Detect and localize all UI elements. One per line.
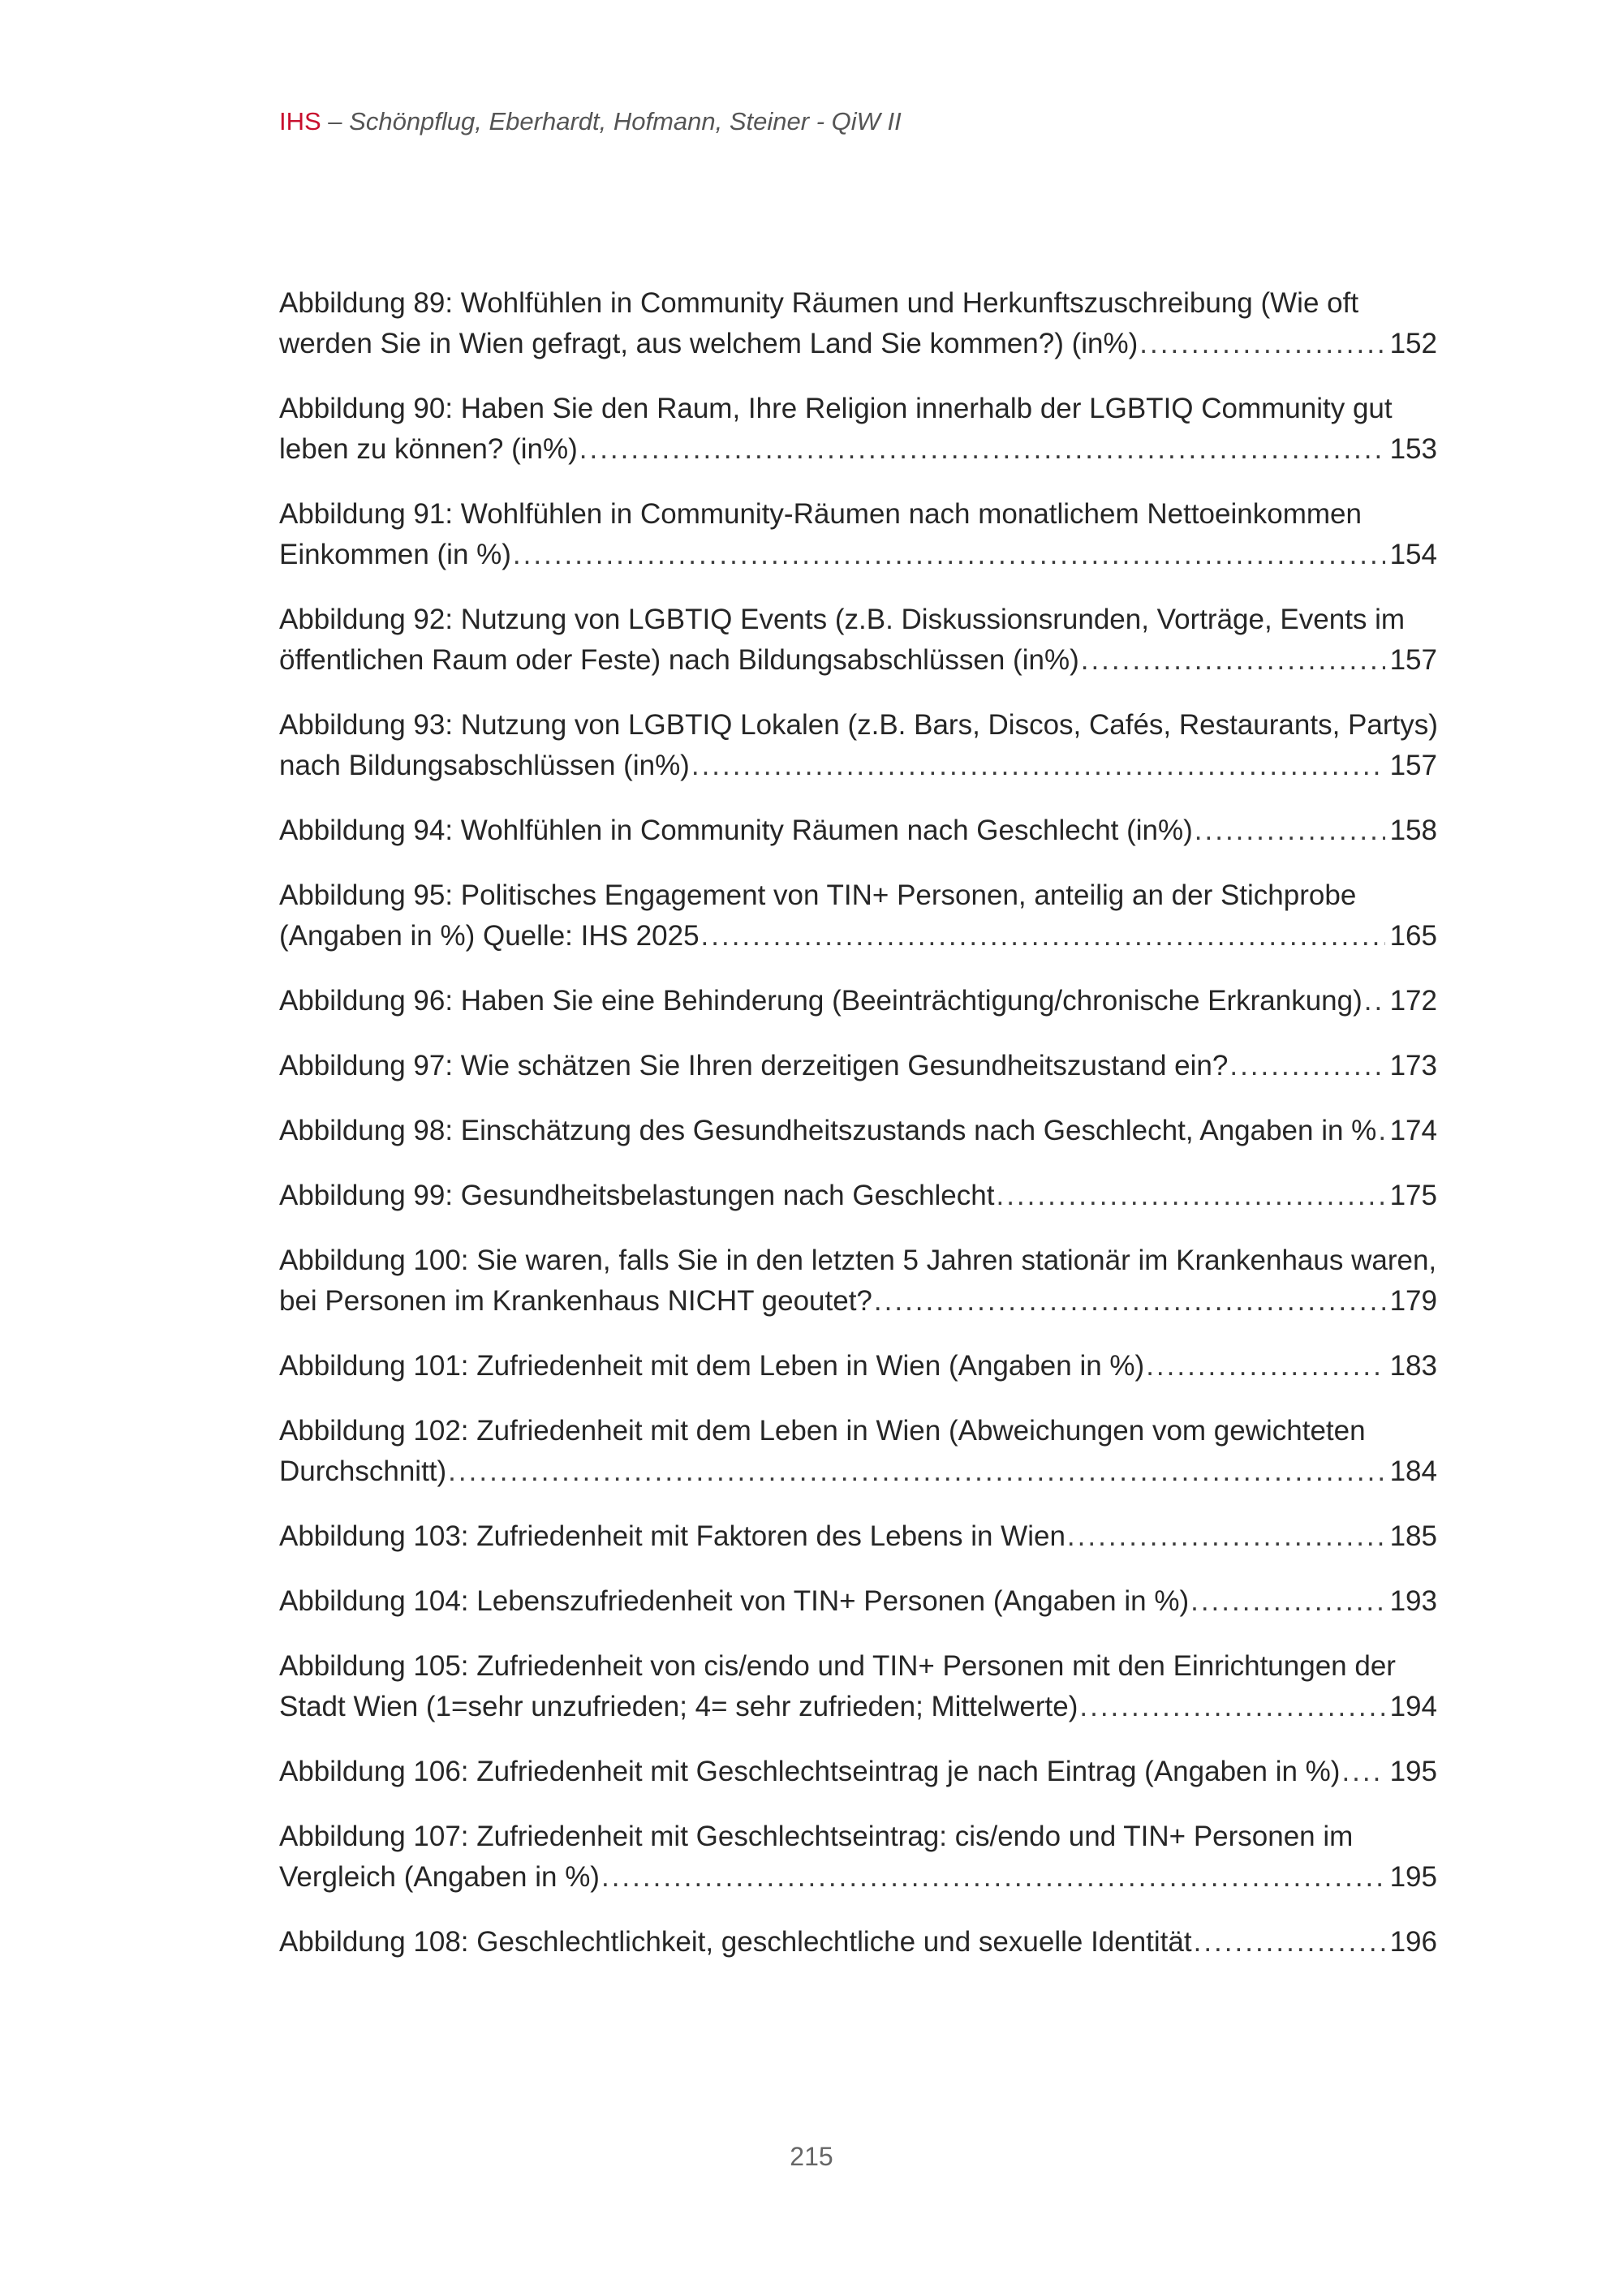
toc-entry[interactable] (279, 389, 1437, 470)
dot-leader (1194, 1922, 1385, 1963)
toc-entry-page-number: 196 (1389, 1926, 1437, 1958)
toc-entry-title: Abbildung 108: Geschlechtlichkeit, geschlechtliche und sexuelle Identität (279, 1926, 1192, 1958)
toc-entry-page-number: 158 (1389, 815, 1437, 846)
toc-entry-leader-line (279, 1046, 1437, 1086)
dot-leader (1229, 1046, 1384, 1086)
toc-entry-leader-line (279, 746, 1437, 786)
toc-entry-leader-line (279, 1281, 1437, 1322)
toc-entry-leader-line (279, 981, 1437, 1021)
toc-entry-leader-line (279, 1857, 1437, 1898)
toc-entry-title: Abbildung 94: Wohlfühlen in Community Räumen nach Geschlecht (in%) (279, 815, 1193, 846)
toc-entry-page-number: 175 (1389, 1180, 1437, 1211)
dot-leader (1364, 981, 1385, 1021)
toc-entry-title: Abbildung 103: Zufriedenheit mit Faktoren des Lebens in Wien (279, 1520, 1065, 1552)
toc-entry[interactable] (279, 1922, 1437, 1963)
toc-entry-leader-line (279, 324, 1437, 364)
toc-entry[interactable] (279, 1581, 1437, 1622)
dot-leader (579, 429, 1385, 470)
dot-leader (1195, 810, 1385, 851)
toc-entry-title: (Angaben in %) Quelle: IHS 2025 (279, 920, 700, 952)
toc-entry[interactable] (279, 1346, 1437, 1387)
header-org: IHS (279, 107, 321, 135)
toc-entry-title-line: Abbildung 95: Politisches Engagement von TIN+ Personen, anteilig an der Stichprobe (279, 879, 1357, 911)
dot-leader (701, 916, 1385, 957)
toc-entry-title: Abbildung 99: Gesundheitsbelastungen nach Geschlecht (279, 1180, 995, 1211)
toc-entry[interactable] (279, 1411, 1437, 1492)
toc-entry-page-number: 194 (1389, 1691, 1437, 1722)
toc-entry-title: bei Personen im Krankenhaus NICHT geoutet? (279, 1285, 872, 1317)
toc-entry-title: leben zu können? (in%) (279, 433, 578, 465)
toc-entry-leader-line (279, 1516, 1437, 1557)
toc-entry-leader-line (279, 1922, 1437, 1963)
toc-entry[interactable] (279, 600, 1437, 681)
toc-entry-title-line: Abbildung 93: Nutzung von LGBTIQ Lokalen (z.B. Bars, Discos, Cafés, Restaurants, Partys) (279, 709, 1438, 741)
header-separator: – (321, 107, 350, 135)
toc-entry-title: Abbildung 101: Zufriedenheit mit dem Leben in Wien (Angaben in %) (279, 1350, 1145, 1382)
toc-entry-leader-line (279, 429, 1437, 470)
header-authors: Schönpflug, Eberhardt, Hofmann, Steiner - QiW II (349, 107, 902, 135)
toc-entry-leader-line (279, 1346, 1437, 1387)
toc-entry-page-number: 195 (1389, 1861, 1437, 1893)
running-header (279, 105, 902, 138)
toc-entry[interactable] (279, 875, 1437, 957)
dot-leader (691, 746, 1385, 786)
toc-entry[interactable] (279, 1240, 1437, 1322)
toc-entry-title: Durchschnitt) (279, 1455, 447, 1487)
toc-entry-title-line: Abbildung 89: Wohlfühlen in Community Räumen und Herkunftszuschreibung (Wie oft (279, 287, 1359, 319)
toc-entry[interactable] (279, 1516, 1437, 1557)
dot-leader (1067, 1516, 1385, 1557)
toc-entry-page-number: 157 (1389, 644, 1437, 676)
toc-entry-leader-line (279, 1687, 1437, 1727)
toc-entry-title-line: Abbildung 92: Nutzung von LGBTIQ Events (z.B. Diskussionsrunden, Vorträge, Events im (279, 604, 1406, 635)
dot-leader (1341, 1752, 1384, 1792)
toc-entry[interactable] (279, 1646, 1437, 1727)
toc-entry-title: öffentlichen Raum oder Feste) nach Bildungsabschlüssen (in%) (279, 644, 1079, 676)
toc-entry-page-number: 165 (1389, 920, 1437, 952)
toc-entry-page-number: 152 (1389, 328, 1437, 359)
toc-entry-title: Abbildung 104: Lebenszufriedenheit von TIN+ Personen (Angaben in %) (279, 1585, 1190, 1617)
toc-entry-title: Vergleich (Angaben in %) (279, 1861, 600, 1893)
dot-leader (1081, 640, 1385, 681)
toc-entry-page-number: 193 (1389, 1585, 1437, 1617)
toc-entry-page-number: 195 (1389, 1756, 1437, 1787)
dot-leader (1139, 324, 1384, 364)
toc-entry-title-line: Abbildung 105: Zufriedenheit von cis/endo und TIN+ Personen mit den Einrichtungen der (279, 1650, 1396, 1682)
toc-entry-title: Abbildung 97: Wie schätzen Sie Ihren derzeitigen Gesundheitszustand ein? (279, 1050, 1229, 1081)
toc-entry-title-line: Abbildung 107: Zufriedenheit mit Geschlechtseintrag: cis/endo und TIN+ Personen im (279, 1821, 1354, 1852)
toc-entry[interactable] (279, 494, 1437, 575)
dot-leader (1378, 1111, 1384, 1151)
toc-entry-title: nach Bildungsabschlüssen (in%) (279, 750, 690, 781)
toc-entry[interactable] (279, 810, 1437, 851)
toc-entry[interactable] (279, 1817, 1437, 1898)
toc-entry-leader-line (279, 1176, 1437, 1216)
dot-leader (1190, 1581, 1385, 1622)
dot-leader (1146, 1346, 1384, 1387)
toc-entry-leader-line (279, 1581, 1437, 1622)
toc-entry-leader-line (279, 1111, 1437, 1151)
toc-entry-leader-line (279, 535, 1437, 575)
dot-leader (1079, 1687, 1384, 1727)
toc-entry-title: Stadt Wien (1=sehr unzufrieden; 4= sehr zufrieden; Mittelwerte) (279, 1691, 1078, 1722)
toc-entry-title: Abbildung 98: Einschätzung des Gesundheitszustands nach Geschlecht, Angaben in % (279, 1115, 1377, 1146)
toc-entry-page-number: 185 (1389, 1520, 1437, 1552)
toc-entry[interactable] (279, 1752, 1437, 1792)
dot-leader (448, 1451, 1384, 1492)
toc-entry-page-number: 179 (1389, 1285, 1437, 1317)
toc-entry-leader-line (279, 1451, 1437, 1492)
toc-entry-leader-line (279, 810, 1437, 851)
toc-entry-page-number: 174 (1389, 1115, 1437, 1146)
dot-leader (874, 1281, 1385, 1322)
toc-entry-page-number: 172 (1389, 985, 1437, 1017)
toc-entry-title-line: Abbildung 90: Haben Sie den Raum, Ihre Religion innerhalb der LGBTIQ Community gut (279, 393, 1393, 424)
toc-entry[interactable] (279, 1111, 1437, 1151)
list-of-figures (279, 283, 1437, 1987)
toc-entry-page-number: 173 (1389, 1050, 1437, 1081)
toc-entry-title: werden Sie in Wien gefragt, aus welchem Land Sie kommen?) (in%) (279, 328, 1139, 359)
dot-leader (513, 535, 1385, 575)
toc-entry[interactable] (279, 1046, 1437, 1086)
toc-entry-leader-line (279, 640, 1437, 681)
toc-entry-page-number: 153 (1389, 433, 1437, 465)
toc-entry-title: Abbildung 96: Haben Sie eine Behinderung (Beeinträchtigung/chronische Erkrankung) (279, 985, 1363, 1017)
dot-leader (601, 1857, 1385, 1898)
toc-entry[interactable] (279, 283, 1437, 364)
toc-entry-page-number: 157 (1389, 750, 1437, 781)
toc-entry-page-number: 184 (1389, 1455, 1437, 1487)
toc-entry-page-number: 183 (1389, 1350, 1437, 1382)
toc-entry-title-line: Abbildung 100: Sie waren, falls Sie in den letzten 5 Jahren stationär im Krankenhaus waren, (279, 1245, 1437, 1276)
dot-leader (996, 1176, 1384, 1216)
toc-entry-leader-line (279, 916, 1437, 957)
toc-entry-title: Einkommen (in %) (279, 539, 511, 570)
toc-entry[interactable] (279, 705, 1437, 786)
page-number: 215 (790, 2142, 833, 2171)
toc-entry-title-line: Abbildung 102: Zufriedenheit mit dem Leben in Wien (Abweichungen vom gewichteten (279, 1415, 1366, 1447)
toc-entry-title: Abbildung 106: Zufriedenheit mit Geschlechtseintrag je nach Eintrag (Angaben in %) (279, 1756, 1341, 1787)
toc-entry-page-number: 154 (1389, 539, 1437, 570)
toc-entry-title-line: Abbildung 91: Wohlfühlen in Community-Räumen nach monatlichem Nettoeinkommen (279, 498, 1362, 530)
toc-entry-leader-line (279, 1752, 1437, 1792)
toc-entry[interactable] (279, 981, 1437, 1021)
toc-entry[interactable] (279, 1176, 1437, 1216)
